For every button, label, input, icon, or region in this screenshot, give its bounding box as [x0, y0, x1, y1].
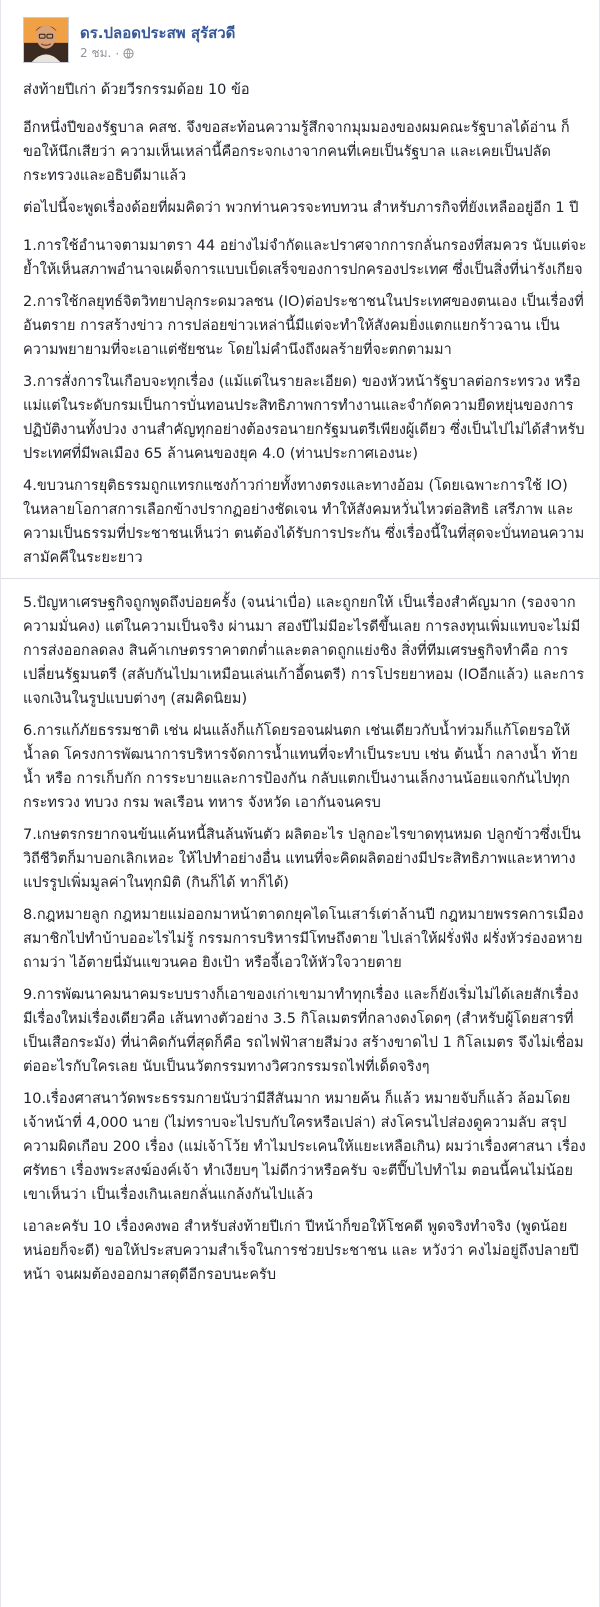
post-lead: ต่อไปนี้จะพูดเรื่องด้อยที่ผมคิดว่า พวกท่านควรจะทบทวน สำหรับภารกิจที่ยังเหลืออยู่อีก 1 ปี	[23, 200, 579, 216]
list-item: 2.การใช้กลยุทธ์จิตวิทยาปลุกระดมวลชน (IO)ต่อประชาชนในประเทศของตนเอง เป็นเรื่องที่อันตราย การสร้างข่าว การปล่อยข่าวเหล่านี้มีแต่จะทำให้สังคมยิ่งแตกแยกร้าวฉาน เป็นความพยายามที่จะเอาแต่ชัยชนะ โดยไม่คำนึงถึงผลร้ายที่จะตกตามมา	[23, 294, 584, 358]
list-item: 1.การใช้อำนาจตามมาตรา 44 อย่างไม่จำกัดและปราศจากการกลั่นกรองที่สมควร นับแต่จะย้ำให้เห็นสภาพอำนาจเผด็จการแบบเบ็ดเสร็จของการปกครองประเทศ ซึ่งเป็นสิ่งที่น่ารังเกียจ	[23, 238, 587, 278]
list-item: 3.การสั่งการในเกือบจะทุกเรื่อง (แม้แต่ในรายละเอียด) ของหัวหน้ารัฐบาลต่อกระทรวง หรือ แม่แต่ในระดับกรมเป็นการบั่นทอนประสิทธิภาพการทำงานและจำกัดความยืดหยุ่นของการปฏิบัติงานทั้งปวง งานสำคัญทุกอย่างต้องรอนายกรัฐมนตรีเพียงผู้เดียว ซึ่งเป็นไปไม่ได้สำหรับประเทศที่มีพลเมือง 65 ล้านคนของยุค 4.0 (ท่านประกาศเองนะ)	[23, 374, 585, 462]
list-item: 4.ขบวนการยุติธรรมถูกแทรกแซงก้าวก่ายทั้งทางตรงและทางอ้อม (โดยเฉพาะการใช้ IO) ในหลายโอกาสการเลือกข้างปรากฏอย่างชัดเจน ทำให้สังคมหวั่นไหวต่อสิทธิ เสรีภาพ และความเป็นธรรมที่ประชาชนเห็นว่า ตนต้องได้รับการประกัน ซึ่งเรื่องนี้ในที่สุดจะบั่นทอนความสามัคคีในระยะยาว	[23, 478, 585, 566]
section-divider	[1, 578, 599, 579]
author-avatar[interactable]	[23, 17, 69, 63]
post-intro: อีกหนึ่งปีของรัฐบาล คสช. จึงขอสะท้อนความรู้สึกจากมุมมองของผมคณะรัฐบาลได้อ่าน ก็ขอให้นึกเสียว่า ความเห็นเหล่านี้คือกระจกเงาจากคนที่เคยเป็นรัฐบาล และเคยเป็นปลัดกระทรวงและอธิบดีมาแล้ว	[23, 120, 570, 184]
list-item: 6.การแก้ภัยธรรมชาติ เช่น ฝนแล้งก็แก้โดยรอจนฝนตก เช่นเดียวกับน้ำท่วมก็แก้โดยรอให้น้ำลด โครงการพัฒนาการบริหารจัดการน้ำแทนที่จะทำเป็นระบบ เช่น ต้นน้ำ กลางน้ำ ท้ายน้ำ หรือ การเก็บกัก การระบายและการป้องกัน กลับแตกเป็นงานเล็กงานน้อยแจกกันไปทุกกระทรวง ทบวง กรม พลเรือน ทหาร จังหวัด เอากันจนครบ	[23, 723, 578, 811]
list-item: 5.ปัญหาเศรษฐกิจถูกพูดถึงบ่อยครั้ง (จนน่าเบื่อ) และถูกยกให้ เป็นเรื่องสำคัญมาก (รองจากความมั่นคง) แต่ในความเป็นจริง ผ่านมา สองปีไม่มีอะไรดีขึ้นเลย การลงทุนเพิ่มแทบจะไม่มี การส่งออกลดลง สินค้าเกษตรราคาตกต่ำและตลาดถูกแย่งชิง สิ่งที่ทีมเศรษฐกิจทำคือ การเปลี่ยนรัฐมนตรี (สลับกันไปมาเหมือนเล่นเก้าอี้ดนตรี) การโปรยยาหอม (IOอีกแล้ว) และการแจกเงินในรูปแบบต่างๆ (สมคิดนิยม)	[23, 595, 585, 707]
author-name[interactable]: ดร.ปลอดประสพ สุรัสวดี	[80, 24, 236, 42]
list-item: 10.เรื่องศาสนาวัดพระธรรมกายนับว่ามีสีสันมาก หมายค้น ก็แล้ว หมายจับก็แล้ว ล้อมโดยเจ้าหน้าที่ 4,000 นาย (ไม่ทราบจะไปรบกับใครหรือเปล่า) ส่งโครนไปส่องดูความลับ สรุปความผิดเกือบ 200 เรื่อง (แม่เจ้าโว้ย ทำไมประเคนให้แยะเหลือเกิน) ผมว่าเรื่องศาสนา เรื่องศรัทธา เรื่องพระสงฆ์องค์เจ้า ทำเงียบๆ ไม่ดีกว่าหรือครับ จะตีปี๊บไปทำไม ตอนนี้คนไม่น้อยเขาเห็นว่า เป็นเรื่องเกินเลยกลั่นแกล้งกันไปแล้ว	[23, 1091, 586, 1203]
post-header	[1, 0, 599, 72]
list-item: 9.การพัฒนาคมนาคมระบบรางก็เอาของเก่าเขามาทำทุกเรื่อง และก็ยังเริ่มไม่ได้เลยสักเรื่อง มีเรื่องใหม่เรื่องเดียวคือ เส้นทางตัวอย่าง 3.5 กิโลเมตรที่กลางดงโดดๆ (สำหรับผู้โดยสารที่เป็นเสือกระมัง) ที่น่าคิดกันที่สุดก็คือ รถไฟฟ้าสายสีม่วง สร้างขาดไป 1 กิโลเมตร จึงไม่เชื่อมต่ออะไรกับใครเลย นับเป็นนวัตกรรมทางวิศวกรรมรถไฟที่เด็ดจริงๆ	[23, 987, 584, 1075]
post-body	[1, 72, 599, 1287]
globe-icon[interactable]	[123, 48, 134, 59]
post-meta	[80, 44, 134, 63]
post-closing: เอาละครับ 10 เรื่องคงพอ สำหรับส่งท้ายปีเก่า ปีหน้าก็ขอให้โชคดี พูดจริงทำจริง (พูดน้อยหน่อยก็จะดี) ขอให้ประสบความสำเร็จในการช่วยประชาชน และ หวังว่า คงไม่อยู่ถึงปลายปีหน้า จนผมต้องออกมาสดุดีอีกรอบนะครับ	[23, 1219, 579, 1283]
post-time[interactable]: 2 ชม.	[80, 46, 112, 60]
list-item: 8.กฎหมายลูก กฎหมายแม่ออกมาหน้าตาดกยุคไดโนเสาร์เต่าล้านปี กฎหมายพรรคการเมือง สมาชิกไปทำบ้าบออะไรไม่รู้ กรรมการบริหารมีโทษถึงตาย ไปเล่าให้ฝรั่งฟัง ฝรั่งหัวร่องอหาย ถามว่า ไอ้ตายนี่มันแขวนคอ ยิงเป้า หรือจี้เอวให้หัวใจวายตาย	[23, 907, 584, 971]
meta-separator: ·	[115, 46, 120, 61]
list-item: 7.เกษตรกรยากจนข้นแค้นหนี้สินล้นพ้นตัว ผลิตอะไร ปลูกอะไรขาดทุนหมด ปลูกข้าวซึ่งเป็นวิถีชีวิตก็มาบอกเลิกเหอะ ให้ไปทำอย่างอื่น แทนที่จะคิดผลิตอย่างมีประสิทธิภาพและหาทางแปรรูปเพิ่มมูลค่าในทุกมิติ (กินก็ได้ ทาก็ได้)	[23, 827, 581, 891]
post-headline: ส่งท้ายปีเก่า ด้วยวีรกรรมด้อย 10 ข้อ	[23, 82, 250, 98]
